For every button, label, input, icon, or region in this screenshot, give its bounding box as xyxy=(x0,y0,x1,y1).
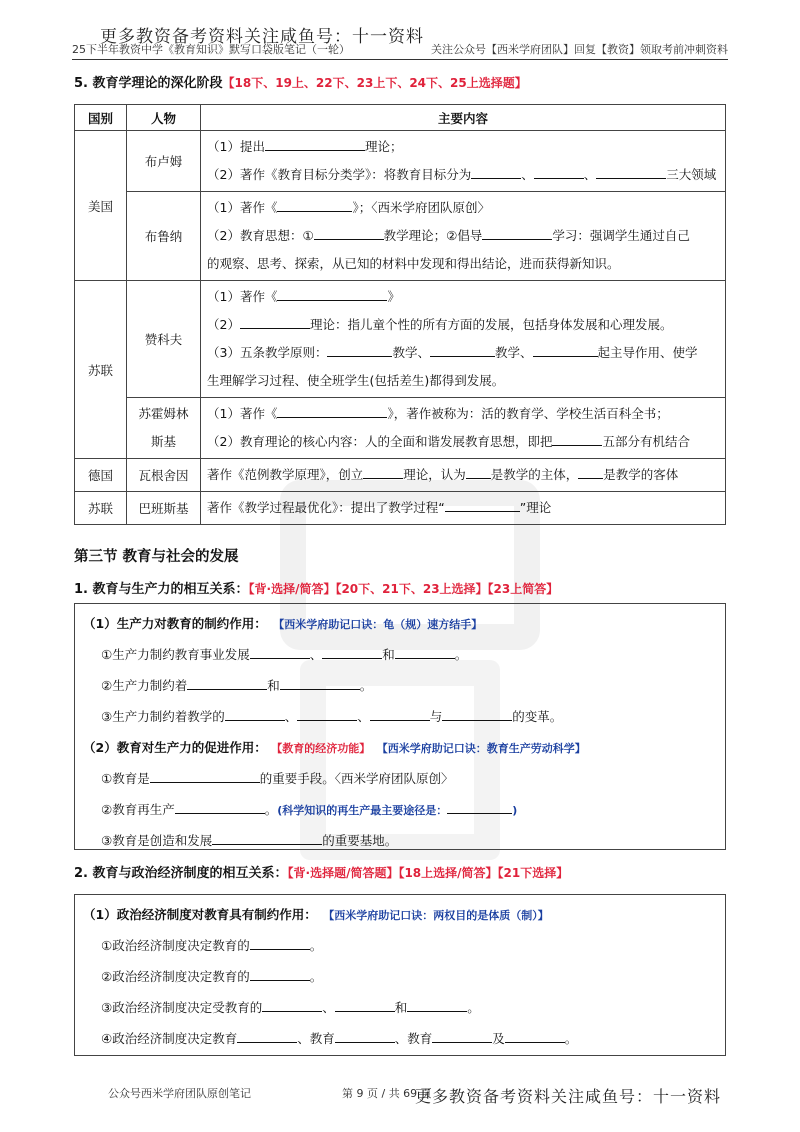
blank[interactable] xyxy=(250,645,310,659)
table-row xyxy=(75,398,726,459)
blank[interactable] xyxy=(447,800,512,814)
blank[interactable] xyxy=(265,137,365,151)
subsection-2-tags: 【背·选择题/简答题】【18上选择/简答】【21下选择】 xyxy=(287,866,569,880)
blank[interactable] xyxy=(277,198,352,212)
list-item: ①生产力制约教育事业发展 、 和 。 xyxy=(101,647,468,662)
table-header-row xyxy=(75,105,726,131)
country-usa: 美国 xyxy=(75,131,127,281)
footer-source: 公众号西米学府团队原创笔记 xyxy=(108,1087,251,1100)
blank[interactable] xyxy=(596,165,666,179)
blank[interactable] xyxy=(280,676,360,690)
blank[interactable] xyxy=(407,998,467,1012)
sukhomlinsky-content: （1）著作《 》，著作被称为：活的教育学、学校生活百科全书； （2）教育理论的核心内容：人的全面和谐发展教育思想，即把 五部分有机结合 xyxy=(201,398,726,459)
theory-table xyxy=(74,104,726,525)
note: (科学知识的再生产最主要途径是： xyxy=(277,804,448,817)
blank[interactable] xyxy=(277,404,387,418)
blank[interactable] xyxy=(250,967,310,981)
bruner-content: （1）著作《 》；〈西米学府团队原创〉 （2）教育思想：① 教学理论；②倡导 学习：强调学生通过自己 的观察、思考、探索，从已知的材料中发现和得出结论，进而获得新知识。 xyxy=(201,192,726,281)
blank[interactable] xyxy=(505,1029,565,1043)
blank[interactable] xyxy=(322,645,382,659)
person-babansky: 巴班斯基 xyxy=(127,492,201,525)
page-header xyxy=(72,38,728,60)
country-ussr-2: 苏联 xyxy=(75,492,127,525)
wagenschein-content: 著作《范例教学原理》，创立 理论，认为 是教学的主体， 是教学的客体 xyxy=(201,459,726,492)
list-item: ①政治经济制度决定教育的 。 xyxy=(101,938,323,953)
header-promo: 关注公众号【西米学府团队】回复【教资】领取考前冲刺资料 xyxy=(431,43,728,56)
table-row xyxy=(75,492,726,525)
blank[interactable] xyxy=(395,645,455,659)
blank[interactable] xyxy=(442,707,512,721)
subsection-1-tags: 【背·选择/简答】【20下、21下、23上选择】【23上简答】 xyxy=(248,582,559,596)
bloom-content: （1）提出 理论； （2）著作《教育目标分类学》：将教育目标分为 、 、 三大领域 xyxy=(201,131,726,192)
list-item: ②生产力制约着 和 。 xyxy=(101,678,373,693)
person-wagenschein: 瓦根舍因 xyxy=(127,459,201,492)
productivity-box xyxy=(74,603,726,850)
blank[interactable] xyxy=(578,465,603,479)
subsection-2-title: 2. 教育与政治经济制度的相互关系：【背·选择题/简答题】【18上选择/简答】【21下选择】 xyxy=(74,866,569,881)
blank[interactable] xyxy=(150,769,260,783)
header-country: 国别 xyxy=(75,105,127,131)
box-heading: （2）教育对生产力的促进作用： 【教育的经济功能】 【西米学府助记口诀：教育生产劳动科学】 xyxy=(83,740,586,755)
politics-box xyxy=(74,894,726,1056)
list-item: ④政治经济制度决定教育 、教育 、教育 及 。 xyxy=(101,1031,578,1046)
blank[interactable] xyxy=(175,800,265,814)
blank[interactable] xyxy=(250,936,310,950)
person-bruner: 布鲁纳 xyxy=(127,192,201,281)
box-heading: （1）生产力对教育的制约作用： 【西米学府助记口诀：龟（规）速方结手】 xyxy=(83,616,483,631)
blank[interactable] xyxy=(327,343,392,357)
person-bloom: 布卢姆 xyxy=(127,131,201,192)
table-row xyxy=(75,281,726,398)
list-item: ③教育是创造和发展 的重要基地。 xyxy=(101,833,398,848)
list-item: ③政治经济制度决定受教育的 、 和 。 xyxy=(101,1000,480,1015)
blank[interactable] xyxy=(471,165,521,179)
header-title: 25下半年教资中学《教育知识》默写口袋版笔记（一轮） xyxy=(72,43,350,56)
function-tag: 【教育的经济功能】 xyxy=(276,742,371,755)
country-germany: 德国 xyxy=(75,459,127,492)
blank[interactable] xyxy=(363,465,403,479)
section-5-tags: 【18下、19上、22下、23上下、24下、25上选择题】 xyxy=(222,76,527,90)
mnemonic: 【西米学府助记口诀：教育生产劳动科学】 xyxy=(382,742,586,755)
babansky-content: 著作《教学过程最优化》：提出了教学过程“ ”理论 xyxy=(201,492,726,525)
list-item: ②政治经济制度决定教育的 。 xyxy=(101,969,323,984)
blank[interactable] xyxy=(335,1029,395,1043)
mnemonic: 【西米学府助记口诀：龟（规）速方结手】 xyxy=(278,618,483,631)
blank[interactable] xyxy=(533,343,598,357)
list-item: ①教育是 的重要手段。〈西米学府团队原创〉 xyxy=(101,771,454,786)
box-heading: （1）政治经济制度对教育具有制约作用： 【西米学府助记口诀：两权目的是体质（制）】 xyxy=(83,907,549,922)
country-ussr: 苏联 xyxy=(75,281,127,459)
blank[interactable] xyxy=(466,465,491,479)
zankov-content: （1）著作《 》 （2） 理论：指儿童个性的所有方面的发展，包括身体发展和心理发展。 （3）五条教学原则： 教学、 教学、 起主导作用、使学 生理解学习过程、使全班学生(包括差生)都得到发展。 xyxy=(201,281,726,398)
blank[interactable] xyxy=(225,707,285,721)
subsection-1-title: 1. 教育与生产力的相互关系：【背·选择/简答】【20下、21下、23上选择】【23上简答】 xyxy=(74,582,559,597)
blank[interactable] xyxy=(237,1029,297,1043)
blank[interactable] xyxy=(262,998,322,1012)
section-3-heading: 第三节 教育与社会的发展 xyxy=(74,548,239,565)
blank[interactable] xyxy=(430,343,495,357)
blank[interactable] xyxy=(552,432,602,446)
blank[interactable] xyxy=(212,831,322,845)
person-sukhomlinsky: 苏霍姆林 斯基 xyxy=(127,398,201,459)
table-row xyxy=(75,131,726,192)
table-row xyxy=(75,459,726,492)
list-item: ②教育再生产 。(科学知识的再生产最主要途径是： ) xyxy=(101,802,518,817)
person-zankov: 赞科夫 xyxy=(127,281,201,398)
blank[interactable] xyxy=(432,1029,492,1043)
blank[interactable] xyxy=(482,226,552,240)
blank[interactable] xyxy=(297,707,357,721)
blank[interactable] xyxy=(240,315,310,329)
mnemonic: 【西米学府助记口诀：两权目的是体质（制）】 xyxy=(328,909,549,922)
footer-watermark: 更多教资备考资料关注咸鱼号：十一资料 xyxy=(415,1087,722,1106)
top-watermark: 更多教资备考资料关注咸鱼号：十一资料 xyxy=(100,27,424,47)
page-number: 第 9 页 / 共 69 页 xyxy=(342,1087,432,1100)
table-row xyxy=(75,192,726,281)
list-item: ③生产力制约着教学的 、 、 与 的变革。 xyxy=(101,709,563,724)
blank[interactable] xyxy=(370,707,430,721)
blank[interactable] xyxy=(335,998,395,1012)
blank[interactable] xyxy=(277,287,387,301)
header-person: 人物 xyxy=(127,105,201,131)
section-5-title xyxy=(74,72,527,91)
blank[interactable] xyxy=(445,498,520,512)
blank[interactable] xyxy=(187,676,267,690)
section-5-heading: 5. 教育学理论的深化阶段 xyxy=(74,76,223,91)
header-content: 主要内容 xyxy=(201,105,726,131)
blank[interactable] xyxy=(534,165,584,179)
blank[interactable] xyxy=(314,226,384,240)
